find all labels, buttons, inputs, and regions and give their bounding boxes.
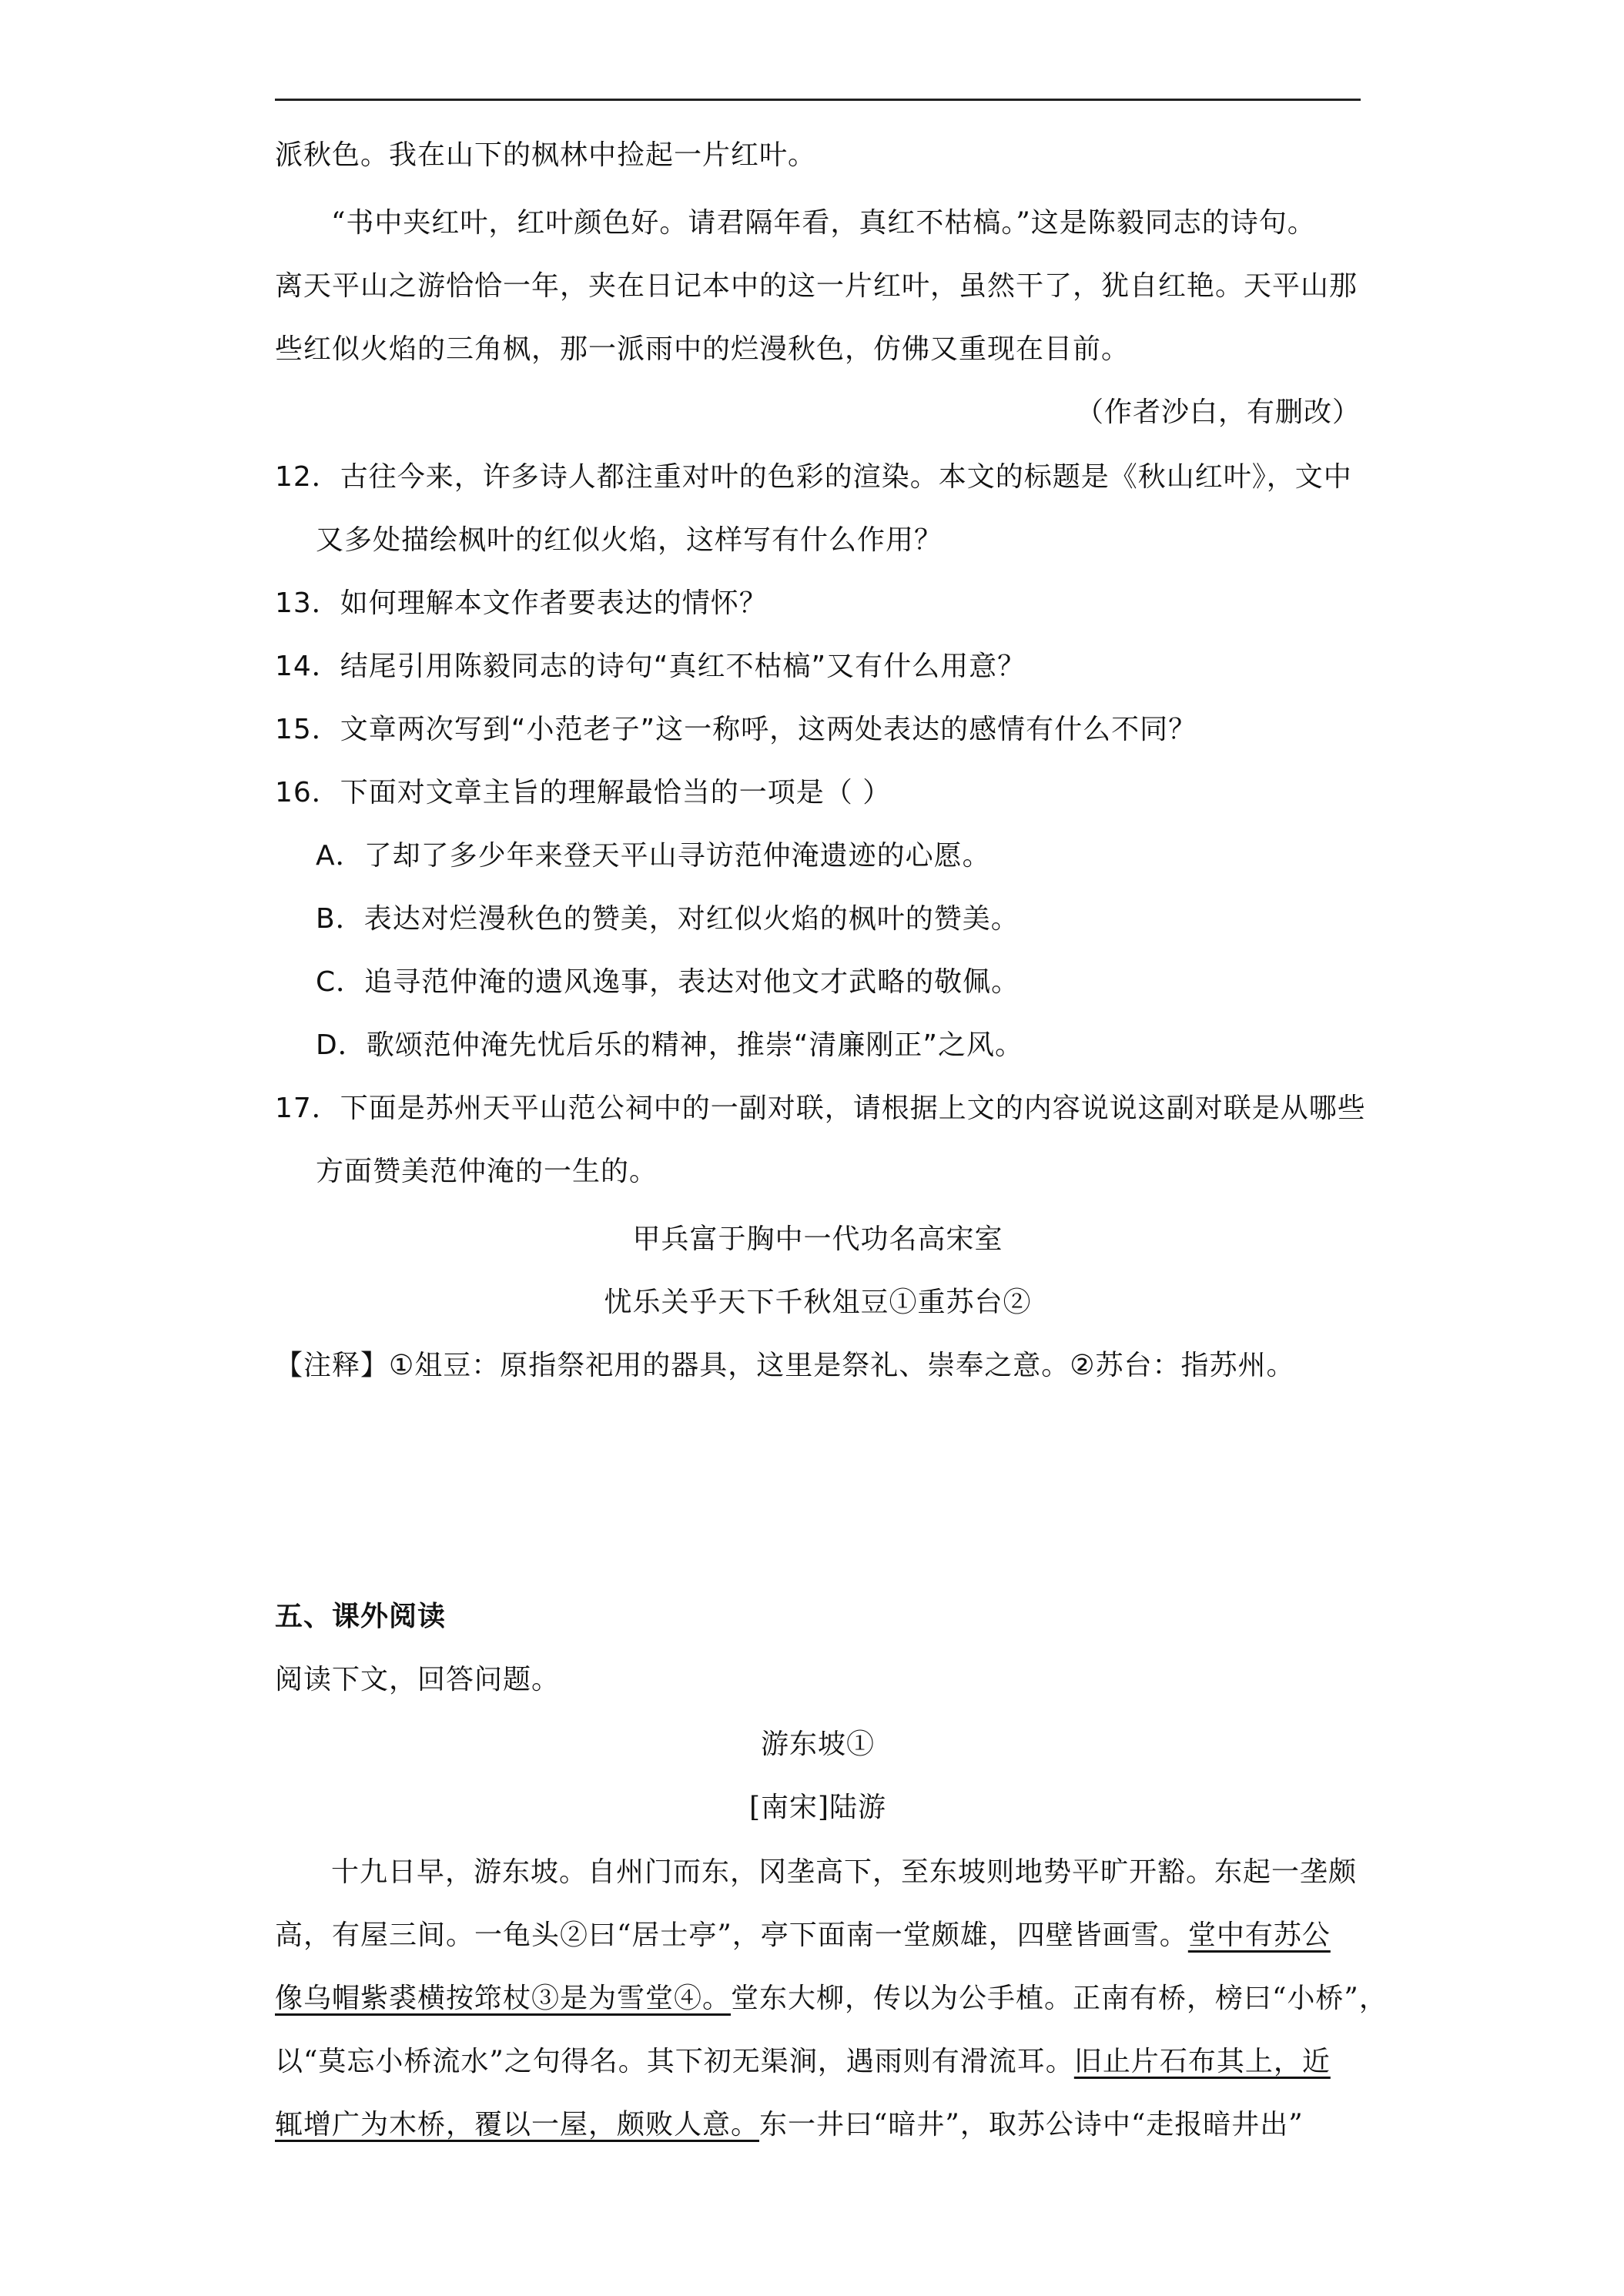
text-span: 堂东大柳，传以为公手植。正南有桥，榜曰“小桥”， <box>731 1983 1388 2014</box>
question-15: 15．文章两次写到“小范老子”这一称呼，这两处表达的感情有什么不同？ <box>275 714 1197 745</box>
passage-line <box>275 1919 1331 1953</box>
passage-line: 派秋色。我在山下的枫林中捡起一片红叶。 <box>275 139 817 171</box>
option-b: B．表达对烂漫秋色的赞美，对红似火焰的枫叶的赞美。 <box>316 903 1020 935</box>
reading-instruction: 阅读下文，回答问题。 <box>275 1664 561 1695</box>
underlined-text: 像乌帽紫裘横按筇杖③是为雪堂④。 <box>275 1983 732 2014</box>
poem-title: 游东坡① <box>760 1729 875 1760</box>
attribution: （作者沙白，有删改） <box>1075 397 1361 428</box>
underlined-text: 旧止片石布其上，近 <box>1073 2046 1331 2077</box>
passage-line <box>275 2108 1304 2142</box>
question-14: 14．结尾引用陈毅同志的诗句“真红不枯槁”又有什么用意？ <box>275 651 1026 682</box>
header-rule <box>275 99 1361 101</box>
option-d: D．歌颂范仲淹先忧后乐的精神，推崇“清廉刚正”之风。 <box>316 1029 1024 1061</box>
couplet-line-1: 甲兵富于胸中一代功名高宋室 <box>632 1223 1003 1255</box>
question-13: 13．如何理解本文作者要表达的情怀？ <box>275 587 768 619</box>
question-17-cont: 方面赞美范仲淹的一生的。 <box>316 1156 658 1187</box>
question-12: 12．古往今来，许多诗人都注重对叶的色彩的渲染。本文的标题是《秋山红叶》，文中 <box>275 461 1352 493</box>
question-17: 17．下面是苏州天平山范公祠中的一副对联，请根据上文的内容说说这副对联是从哪些 <box>275 1093 1366 1124</box>
option-a: A．了却了多少年来登天平山寻访范仲淹遗迹的心愿。 <box>316 840 991 872</box>
passage-line: 离天平山之游恰恰一年，夹在日记本中的这一片红叶，虽然干了，犹自红艳。天平山那 <box>275 270 1358 302</box>
text-span: 以“莫忘小桥流水”之句得名。其下初无渠涧，遇雨则有滑流耳。 <box>275 2046 1074 2077</box>
question-16: 16．下面对文章主旨的理解最恰当的一项是（ ） <box>275 777 892 808</box>
underlined-text: 堂中有苏公 <box>1187 1919 1331 1951</box>
section-heading: 五、课外阅读 <box>275 1601 447 1632</box>
underlined-text: 辄增广为木桥，覆以一屋，颇败人意。 <box>275 2109 760 2140</box>
couplet-line-2: 忧乐关乎天下千秋俎豆①重苏台② <box>604 1287 1032 1318</box>
text-span: 东一井曰“暗井”，取苏公诗中“走报暗井出” <box>759 2109 1304 2140</box>
question-12-cont: 又多处描绘枫叶的红似火焰，这样写有什么作用？ <box>316 524 943 556</box>
poem-author: [南宋]陆游 <box>748 1792 887 1823</box>
option-c: C．追寻范仲淹的遗风逸事，表达对他文才武略的敬佩。 <box>316 966 1020 998</box>
passage-line <box>275 2045 1331 2079</box>
passage-line: “书中夹红叶，红叶颜色好。请君隔年看，真红不枯槁。”这是陈毅同志的诗句。 <box>331 207 1316 239</box>
passage-line: 些红似火焰的三角枫，那一派雨中的烂漫秋色，仿佛又重现在目前。 <box>275 333 1130 365</box>
passage-line: 十九日早，游东坡。自州门而东，冈垄高下，至东坡则地势平旷开豁。东起一垄颇 <box>331 1856 1358 1888</box>
text-span: 高，有屋三间。一龟头②曰“居士亭”，亭下面南一堂颇雄，四壁皆画雪。 <box>275 1919 1188 1951</box>
passage-line <box>275 1982 1388 2016</box>
annotation-note: 【注释】①俎豆：原指祭祀用的器具，这里是祭礼、崇奉之意。②苏台：指苏州。 <box>275 1350 1295 1381</box>
